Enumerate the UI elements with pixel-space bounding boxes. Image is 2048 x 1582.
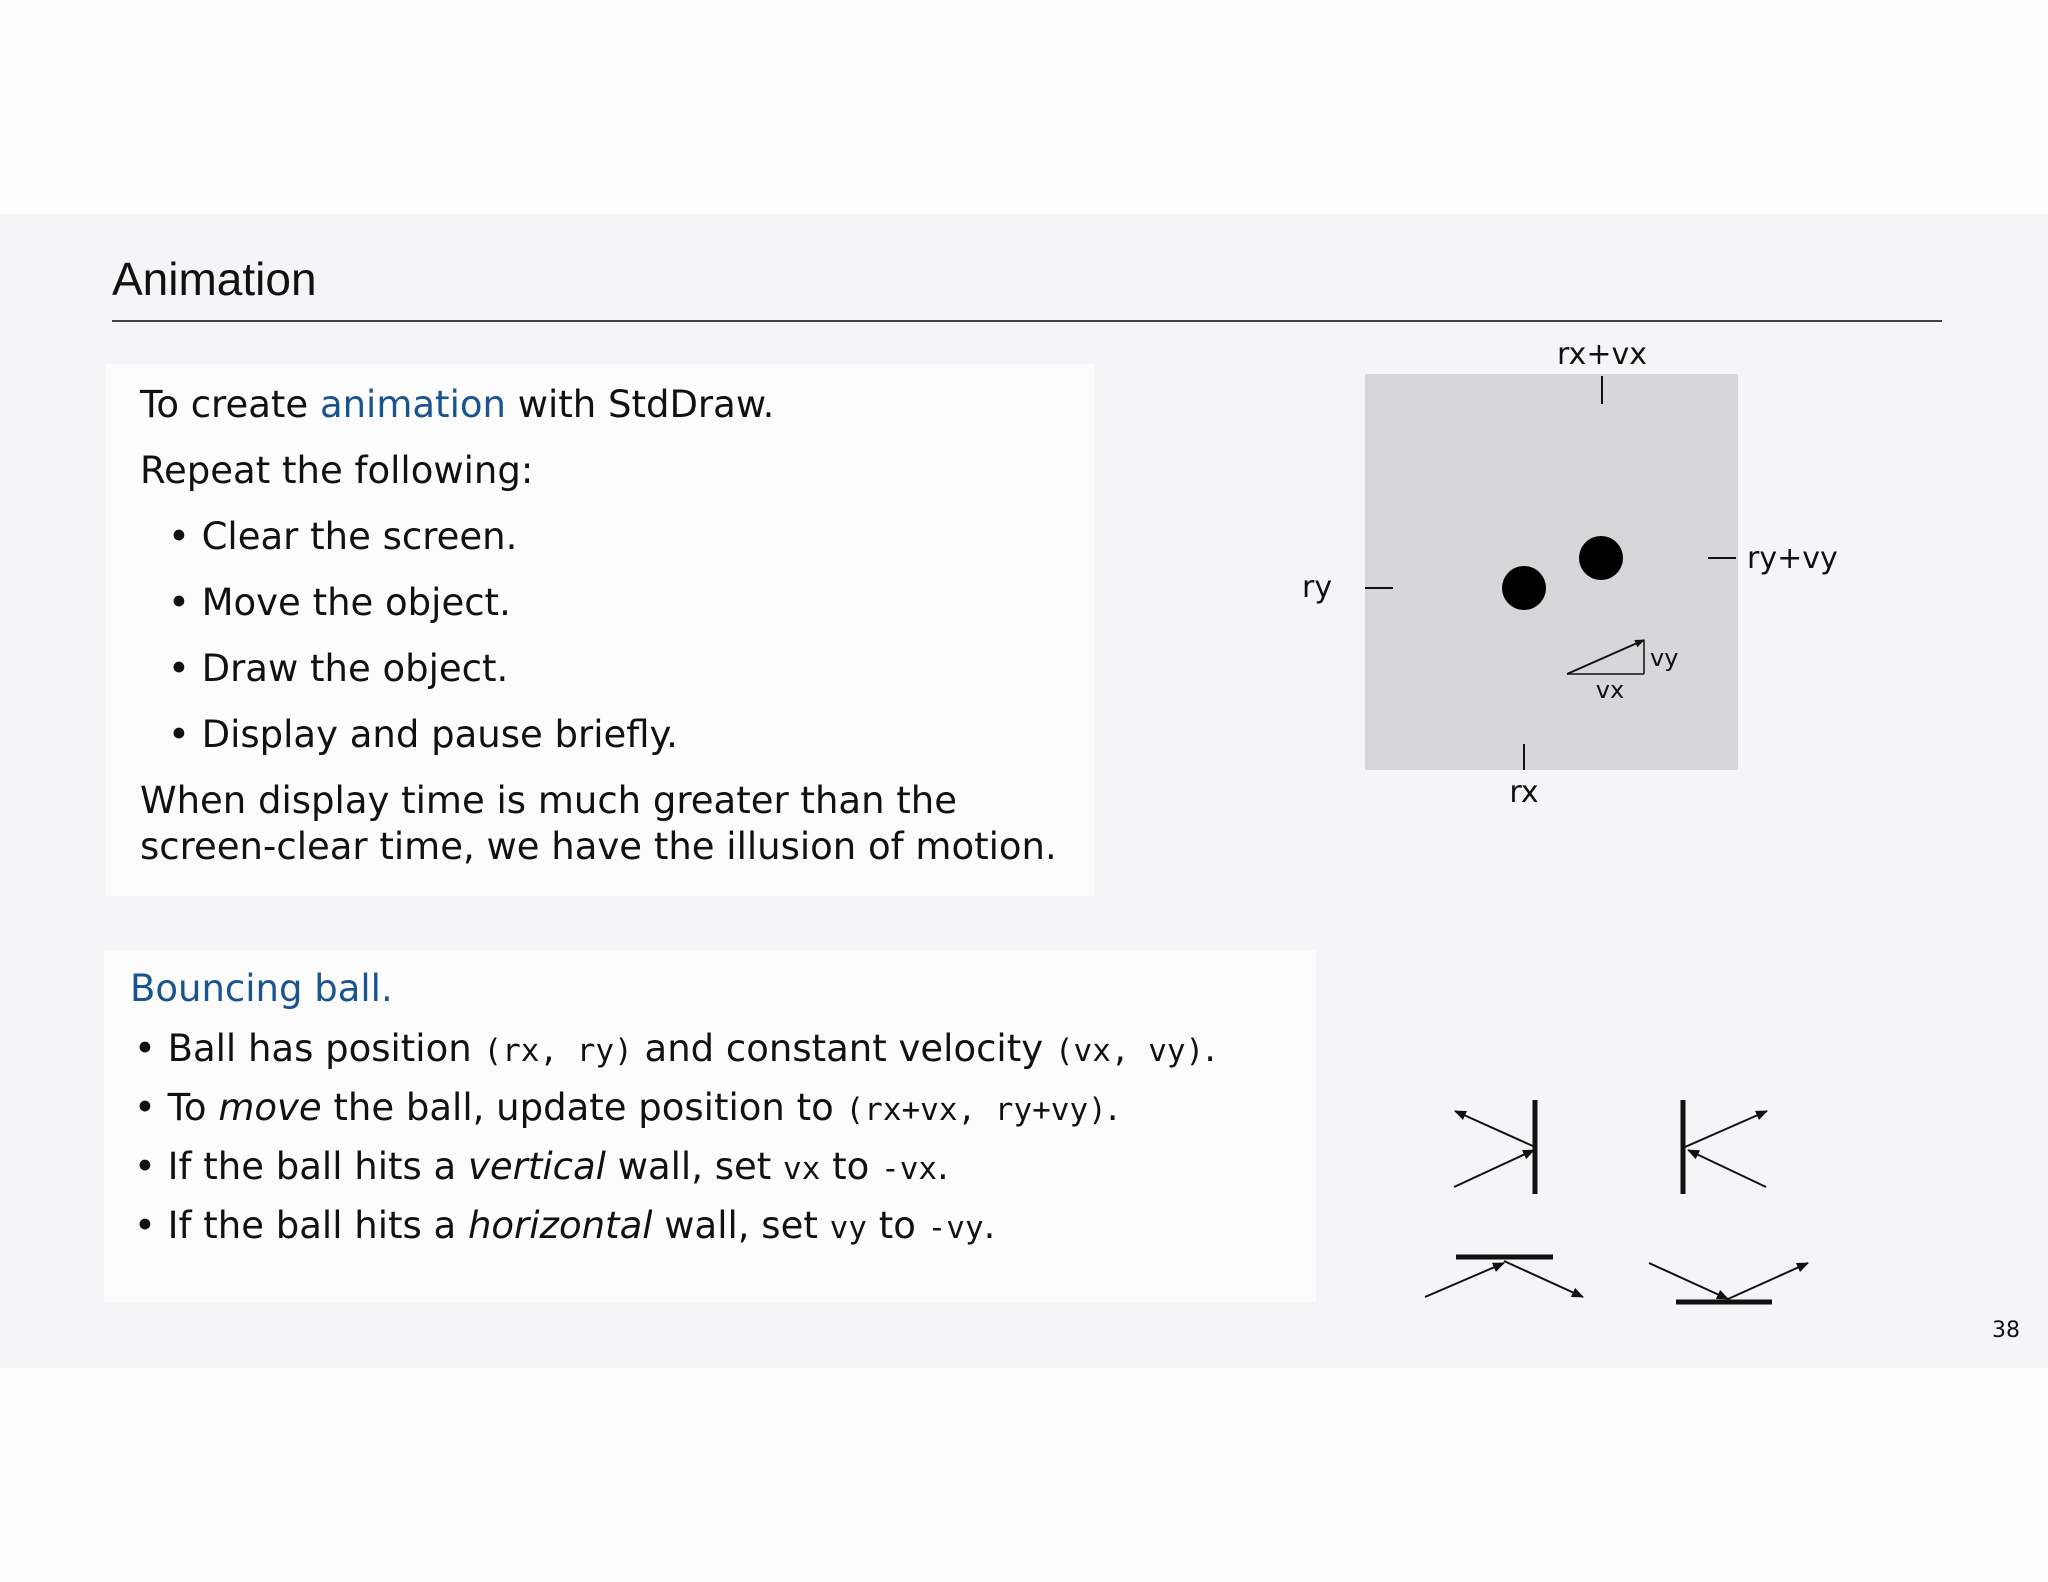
bounce-right-wall (1454, 1100, 1535, 1194)
bouncing-bullet-2: • To move the ball, update position to (rx+vx, ry+vy). (134, 1086, 1119, 1129)
bouncing-bullet-1: • Ball has position (rx, ry) and constant velocity (vx, vy). (134, 1027, 1216, 1070)
label-ry-plus-vy: ry+vy (1747, 541, 1838, 576)
label-vy: vy (1650, 644, 1679, 672)
label-vx: vx (1595, 676, 1625, 704)
bouncing-heading: Bouncing ball. (130, 967, 393, 1010)
intro-line-1: To create animation with StdDraw. (140, 383, 775, 426)
intro-bullet-4: • Display and pause briefly. (168, 713, 678, 756)
bounce-top-wall (1425, 1257, 1583, 1297)
intro-line-2: Repeat the following: (140, 449, 534, 492)
label-ry: ry (1302, 570, 1333, 605)
label-rx-plus-vx: rx+vx (1557, 337, 1647, 372)
bounce-diagrams (0, 214, 2048, 1368)
label-rx: rx (1509, 775, 1539, 810)
slide (0, 214, 2048, 1368)
bouncing-bullet-3: • If the ball hits a vertical wall, set vx to -vx. (134, 1145, 949, 1188)
intro-bullet-1: • Clear the screen. (168, 515, 518, 558)
intro-line-3a: When display time is much greater than the (140, 779, 957, 822)
bouncing-bullet-4: • If the ball hits a horizontal wall, set vy to -vy. (134, 1204, 996, 1247)
bounce-bottom-wall (1649, 1263, 1808, 1302)
animation-term: animation (319, 383, 506, 426)
slide-title: Animation (112, 253, 317, 305)
page-number: 38 (1992, 1318, 2020, 1343)
intro-line-3b: screen-clear time, we have the illusion of motion. (140, 825, 1057, 868)
intro-bullet-3: • Draw the object. (168, 647, 509, 690)
intro-bullet-2: • Move the object. (168, 581, 511, 624)
bounce-left-wall (1683, 1100, 1767, 1194)
